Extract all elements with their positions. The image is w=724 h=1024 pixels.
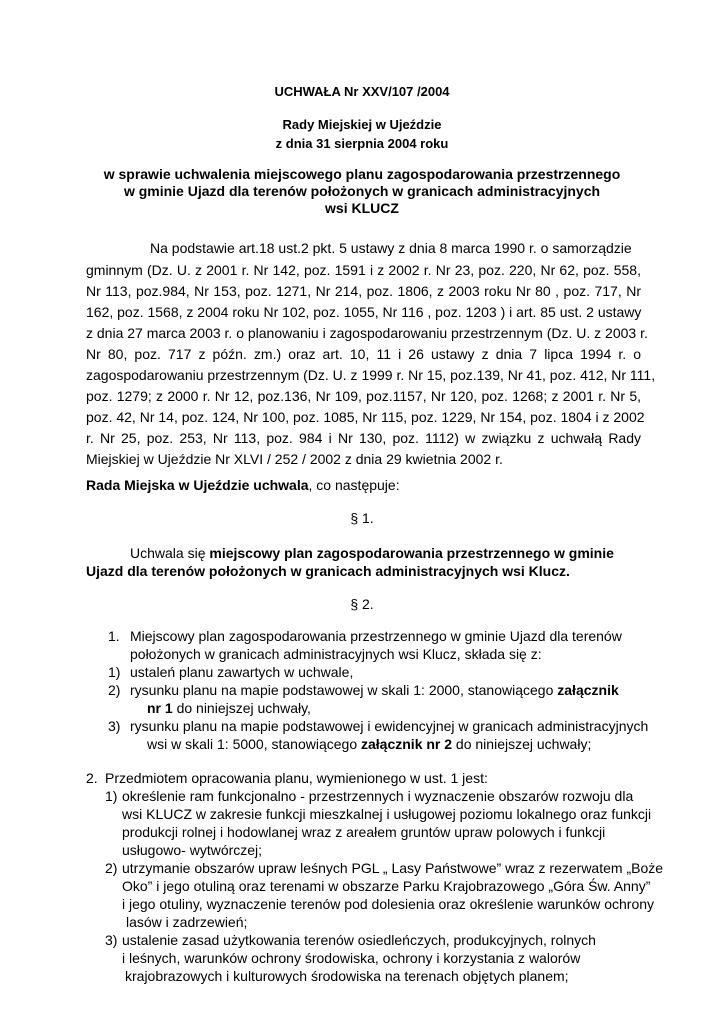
item-2-number: 2. xyxy=(86,770,98,786)
item-2-line-1: Przedmiotem opracowania planu, wymienionego w ust. 1 jest: xyxy=(105,770,488,786)
preamble-line: poz. 1279; z 2000 r. Nr 12, poz.136, Nr 109, poz.1157, Nr 120, poz. 1268; z 2001 r. Nr 5, xyxy=(86,388,641,404)
item-2-sub-2-line: Oko” i jego otuliną oraz terenami w obszarze Parku Krajobrazowego „Góra Św. Anny” xyxy=(122,878,651,894)
item-1-sub-3-rest: do niniejszej uchwały; xyxy=(452,736,592,752)
resolves-statement xyxy=(86,477,400,493)
item-1-sub-3-number: 3) xyxy=(108,718,121,734)
preamble-line: zagospodarowaniu przestrzennym (Dz. U. z 1999 r. Nr 15, poz.139, Nr 41, poz. 412, Nr 111, xyxy=(86,367,656,383)
preamble-line: Nr 113, poz.984, Nr 153, poz. 1271, Nr 214, poz. 1806, z 2003 roku Nr 80 , poz. 717, Nr xyxy=(86,283,641,299)
preamble-line: 162, poz. 1568, z 2004 roku Nr 102, poz. 1055, Nr 116 , poz. 1203 ) i art. 85 ust. 2 ustawy xyxy=(86,304,642,320)
item-1-number: 1. xyxy=(108,628,120,644)
item-2-sub-3-number: 3) xyxy=(105,932,118,948)
item-1-sub-2-line-2 xyxy=(147,700,311,716)
item-1-sub-2-line-1 xyxy=(130,682,619,698)
section-1-line-1 xyxy=(130,545,614,561)
preamble-line: poz. 42, Nr 14, poz. 124, Nr 100, poz. 1085, Nr 115, poz. 1229, Nr 154, poz. 1804 i z 2002 xyxy=(86,409,645,425)
resolution-title: UCHWAŁA Nr XXV/107 /2004 xyxy=(274,84,450,99)
attachment-2-label: załącznik nr 2 xyxy=(361,736,453,752)
item-1-sub-1-number: 1) xyxy=(108,664,121,680)
item-2-sub-1-line: usługowo- wytwórczej; xyxy=(122,842,263,858)
section-2-heading: § 2. xyxy=(350,596,374,612)
item-2-sub-1-number: 1) xyxy=(105,788,118,804)
resolution-date: z dnia 31 sierpnia 2004 roku xyxy=(275,136,449,151)
resolves-bold: Rada Miejska w Ujeździe uchwala xyxy=(86,477,309,493)
subject-line-2: w gminie Ujazd dla terenów położonych w granicach administracyjnych xyxy=(123,183,601,199)
item-1-sub-3-line-2 xyxy=(147,736,591,752)
preamble-line: Nr 80, poz. 717 z późn. zm.) oraz art. 10, 11 i 26 ustawy z dnia 7 lipca 1994 r. o xyxy=(86,346,641,362)
item-2-sub-2-line: i jego otuliny, wyznaczenie terenów pod dolesienia oraz określenie warunków ochrony xyxy=(122,896,655,912)
item-1-sub-2-rest: do niniejszej uchwały, xyxy=(172,700,311,716)
council-name: Rady Miejskiej w Ujeździe xyxy=(282,117,442,132)
item-2-sub-1-line: produkcji rolnej i hodowlanej wraz z areałem gruntów upraw polowych i funkcji xyxy=(122,824,606,840)
item-2-sub-3-line: krajobrazowych i kulturowych środowiska na terenach objętych planem; xyxy=(125,968,569,984)
item-2-sub-1-line: określenie ram funkcjonalno - przestrzennych i wyznaczenie obszarów rozwoju dla xyxy=(122,788,634,804)
item-2-sub-3-line: i leśnych, warunków ochrony środowiska, ochrony i korzystania z walorów xyxy=(122,950,581,966)
preamble-line: Miejskiej w Ujeździe Nr XLVI / 252 / 2002 z dnia 29 kwietnia 2002 r. xyxy=(86,451,503,467)
subject-line-1: w sprawie uchwalenia miejscowego planu zagospodarowania przestrzennego xyxy=(103,166,621,182)
item-1-sub-2-number: 2) xyxy=(108,682,121,698)
item-1-sub-3-line-1: rysunku planu na mapie podstawowej i ewidencyjnej w granicach administracyjnych xyxy=(130,718,649,734)
item-2-sub-3-line: ustalenie zasad użytkowania terenów osiedleńczych, produkcyjnych, rolnych xyxy=(122,932,596,948)
section-1-bold: miejscowy plan zagospodarowania przestrzennego w gminie xyxy=(209,545,614,561)
resolves-rest: , co następuje: xyxy=(308,477,400,493)
attachment-1-number: nr 1 xyxy=(147,700,173,716)
item-2-sub-2-line: lasów i zadrzewień; xyxy=(126,914,248,930)
preamble-line: r. Nr 25, poz. 253, Nr 113, poz. 984 i Nr 130, poz. 1112) w związku z uchwałą Rady xyxy=(86,430,641,446)
attachment-1-label: załącznik xyxy=(557,682,619,698)
item-2-sub-1-line: wsi KLUCZ w zakresie funkcji mieszkalnej i usługowej poziomu lokalnego oraz funkcji xyxy=(122,806,652,822)
preamble-line: Na podstawie art.18 ust.2 pkt. 5 ustawy z dnia 8 marca 1990 r. o samorządzie xyxy=(150,240,632,256)
item-1-line-1: Miejscowy plan zagospodarowania przestrzennego w gminie Ujazd dla terenów xyxy=(130,628,622,644)
item-1-sub-1-text: ustaleń planu zawartych w uchwale, xyxy=(130,664,354,680)
preamble-line: gminnym (Dz. U. z 2001 r. Nr 142, poz. 1591 i z 2002 r. Nr 23, poz. 220, Nr 62, poz. 558, xyxy=(86,262,641,278)
section-1-heading: § 1. xyxy=(350,510,374,526)
section-1-line-2: Ujazd dla terenów położonych w granicach administracyjnych wsi Klucz. xyxy=(86,563,570,579)
item-1-sub-2-text: rysunku planu na mapie podstawowej w skali 1: 2000, stanowiącego xyxy=(130,682,558,698)
preamble-line: z dnia 27 marca 2003 r. o planowaniu i zagospodarowaniu przestrzennym (Dz. U. z 2003 r. xyxy=(86,325,648,341)
item-2-sub-2-line: utrzymanie obszarów upraw leśnych PGL „ Lasy Państwowe” wraz z rezerwatem „Boże xyxy=(122,860,664,876)
item-1-sub-3-text: wsi w skali 1: 5000, stanowiącego xyxy=(147,736,361,752)
section-1-intro: Uchwala się xyxy=(130,545,210,561)
item-2-sub-2-number: 2) xyxy=(105,860,118,876)
subject-line-3: wsi KLUCZ xyxy=(325,200,399,216)
item-1-line-2: położonych w granicach administracyjnych wsi Klucz, składa się z: xyxy=(130,646,542,662)
